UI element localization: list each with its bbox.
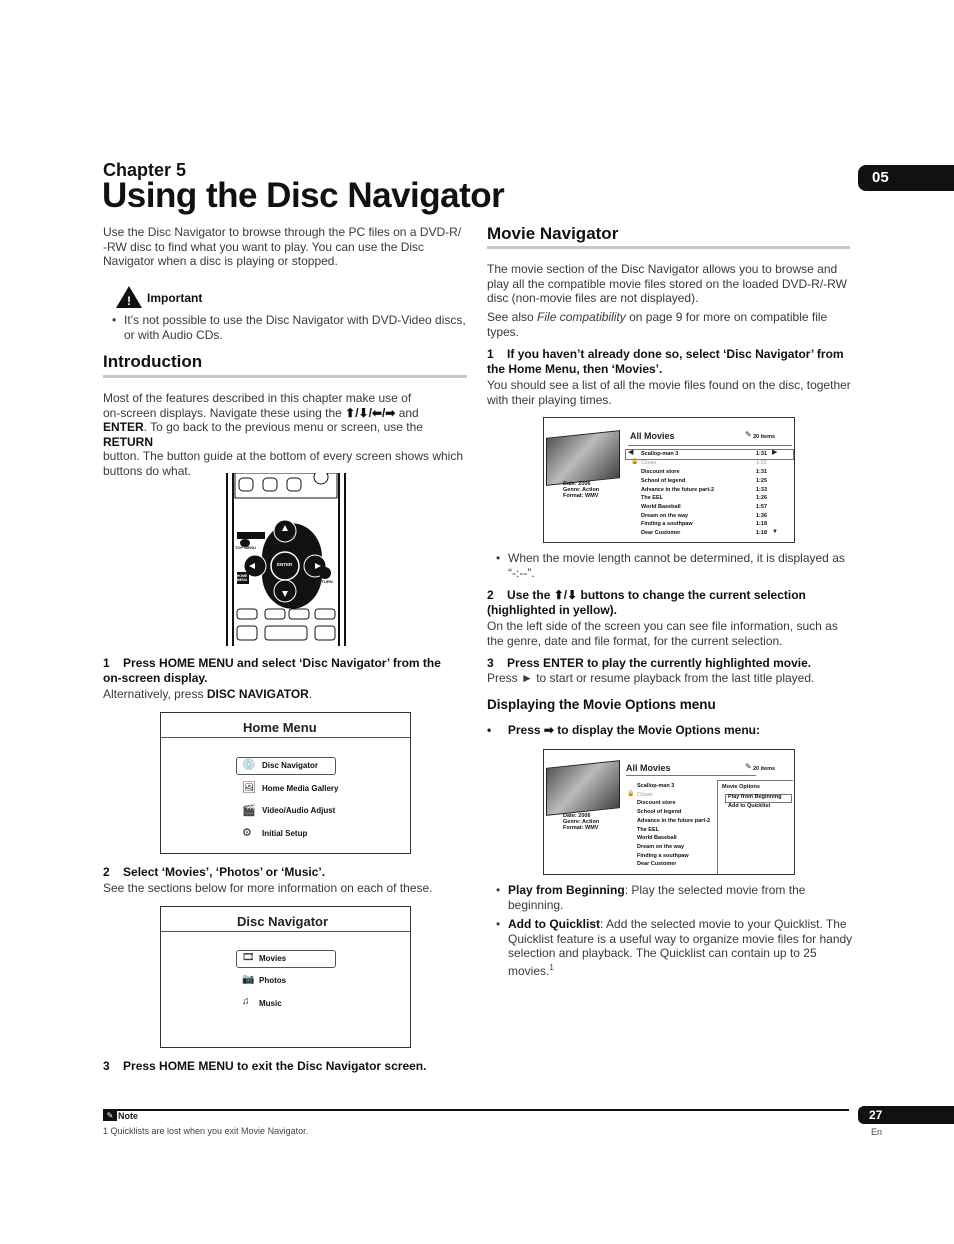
item-count-icon: ✎ (745, 762, 752, 771)
page-title: Using the Disc Navigator (102, 176, 505, 215)
left-step-2: 2 Select ‘Movies’, ‘Photos’ or ‘Music’. (103, 865, 326, 879)
movie-options-menu (717, 780, 793, 874)
right-step-3-sub: Press ► to start or resume playback from the last title played. (487, 671, 815, 685)
all-movies-title: All Movies (630, 431, 675, 441)
home-menu-item-media-gallery[interactable]: Home Media Gallery (262, 784, 339, 793)
movie-nav-paragraph-2: See also File compatibility on page 9 for more on compatible file types. (487, 310, 828, 339)
home-menu-item-label: Disc Navigator (262, 761, 319, 770)
movie-navigator-heading: Movie Navigator (487, 224, 619, 243)
list-item[interactable]: Dream on the way (637, 844, 685, 850)
list-item-time: 1:57 (756, 504, 768, 510)
movie-options-title: Movie Options (722, 784, 760, 790)
scroll-down-icon[interactable]: ▼ (772, 529, 778, 535)
note-icon: ✎ (103, 1111, 117, 1121)
all-movies-screen (543, 417, 795, 543)
left-step-3: 3 Press HOME MENU to exit the Disc Navigator screen. (103, 1059, 427, 1073)
left-step-1-sub: Alternatively, press DISC NAVIGATOR. (103, 687, 313, 701)
list-item-time: 1:25 (756, 478, 768, 484)
movie-options-screen (543, 749, 795, 875)
options-screen-title: All Movies (626, 763, 671, 773)
intro-paragraph: Use the Disc Navigator to browse through the PC files on a DVD-R/ -RW disc to find what you want to play. You can use the Disc Navigator when a disc is playing or stopped. (103, 225, 462, 269)
movie-thumbnail (546, 430, 620, 486)
list-item-time: 1:18 (756, 530, 768, 536)
important-bullet: • It’s not possible to use the Disc Navigator with DVD-Video discs, or with Audio CDs. (112, 313, 466, 342)
movie-thumbnail (546, 760, 620, 816)
note-text: 1 Quicklists are lost when you exit Movie Navigator. (103, 1126, 309, 1136)
list-item[interactable]: Closer (637, 792, 653, 798)
disc-navigator-screen (160, 906, 411, 1048)
svg-text:!: ! (127, 294, 131, 308)
option-label: Play from Beginning (728, 794, 782, 800)
remote-return-label: RETURN (316, 579, 333, 584)
list-item[interactable]: Finding a southpaw (637, 853, 689, 859)
list-item[interactable]: Finding a southpaw (641, 521, 693, 527)
item-count-icon: ✎ (745, 430, 752, 439)
list-item[interactable]: Discount store (641, 469, 680, 475)
note-label: Note (118, 1111, 138, 1121)
media-gallery-icon: 🖼 (242, 782, 256, 794)
list-item-time: 1:31 (756, 469, 768, 475)
left-step-2-sub: See the sections below for more information on each of these. (103, 881, 433, 895)
list-item[interactable]: Scallop-man 3 (637, 783, 675, 789)
list-item[interactable]: Discount store (637, 800, 676, 806)
remote-disc-navigator-label: DISC NAVIGATOR (237, 526, 272, 531)
list-item[interactable]: School of legend (641, 478, 686, 484)
movies-icon: 🎞 (242, 952, 255, 963)
chapter-tab (858, 165, 954, 191)
page-number: 27 (869, 1108, 883, 1122)
important-warning-icon (115, 285, 143, 309)
list-item[interactable]: Advance in the future part-2 (641, 487, 715, 493)
home-menu-screen (160, 712, 411, 854)
right-step-1: 1 If you haven’t already done so, select ‘Disc Navigator’ from the Home Menu, then ‘Movies’. (487, 347, 844, 376)
remote-enter-label: ENTER (277, 562, 293, 567)
disc-nav-item-label: Movies (259, 954, 287, 963)
right-arrow-icon: ▶ (772, 449, 778, 456)
list-item-time: 1:26 (756, 495, 768, 501)
disc-navigator-title: Disc Navigator (237, 914, 329, 929)
footer-rule (103, 1109, 849, 1111)
list-item-time: 1:18 (756, 521, 768, 527)
important-label: Important (147, 291, 203, 305)
item-count: 20 items (753, 766, 776, 772)
video-audio-icon: 🎬 (242, 805, 256, 817)
page-number-tab (858, 1106, 954, 1124)
list-item[interactable]: Dear Customer (637, 861, 677, 867)
up-down-arrows-icon: ⬆/⬇ (553, 588, 578, 602)
photos-icon: 📷 (242, 974, 255, 985)
lock-icon: 🔒 (631, 459, 639, 465)
movie-info: Date: 2006 Genre: Action Format: WMV (563, 481, 600, 499)
lock-icon: 🔒 (627, 791, 635, 797)
list-item[interactable]: Scallop-man 3 (641, 451, 679, 457)
remote-control-illustration (225, 473, 347, 646)
disc-nav-item-music[interactable]: Music (259, 999, 282, 1008)
disc-navigator-icon: 💿 (242, 759, 256, 771)
add-to-quicklist-bullet: • Add to Quicklist: Add the selected movie to your Quicklist. The Quicklist feature is a useful way to organize movie files for handy selection and playback. The Quicklist can contain up to 25 movies.$^1$ (496, 917, 853, 978)
list-item[interactable]: The EEL (637, 827, 660, 833)
home-menu-item-initial-setup[interactable]: Initial Setup (262, 829, 308, 838)
chapter-label: Chapter 5 (103, 160, 187, 180)
list-item[interactable]: World Baseball (637, 835, 677, 841)
introduction-paragraph: Most of the features described in this chapter make use of on-screen displays. Navigate these using the ⬆/⬇/⬅/➡ and ENTER. To go back to the previous menu or screen, use the RETURN button. The button guide at the bottom of every screen shows which buttons do what. (103, 391, 463, 478)
list-item[interactable]: Dear Customer (641, 530, 681, 536)
right-arrow-button-icon: ➡ (543, 723, 554, 737)
chapter-tab-number: 05 (872, 169, 889, 186)
list-item-time: 1:02 (756, 460, 767, 466)
list-item[interactable]: The EEL (641, 495, 664, 501)
list-item[interactable]: Dream on the way (641, 513, 689, 519)
left-step-1: 1 Press HOME MENU and select ‘Disc Navigator’ from the on-screen display. (103, 656, 441, 685)
list-item[interactable]: School of legend (637, 809, 682, 815)
disc-nav-item-photos[interactable]: Photos (259, 976, 287, 985)
remote-home-menu-label: HOME MENU (236, 574, 248, 582)
item-count: 20 items (753, 434, 776, 440)
right-step-2-sub: On the left side of the screen you can see file information, such as the genre, date and file format, for the current selection. (487, 619, 838, 648)
list-item-time: 1:33 (756, 487, 768, 493)
right-step-1-sub: You should see a list of all the movie files found on the disc, together with their playing times. (487, 378, 851, 407)
list-item[interactable]: World Baseball (641, 504, 681, 510)
introduction-heading: Introduction (103, 352, 203, 371)
list-item[interactable]: Closer (641, 460, 657, 466)
home-menu-item-video-audio[interactable]: Video/Audio Adjust (262, 806, 336, 815)
movie-nav-paragraph-1: The movie section of the Disc Navigator allows you to browse and play all the compatible movie files stored on the loaded DVD-R/-RW disc (non-movie files are not displayed). (487, 262, 847, 306)
option-add-to-quicklist[interactable]: Add to Quicklist (728, 803, 771, 809)
list-item-time: 1:36 (756, 513, 768, 519)
right-step-3: 3 Press ENTER to play the currently highlighted movie. (487, 656, 812, 670)
movie-length-bullet: • When the movie length cannot be determined, it is displayed as “-:--”. (496, 551, 845, 580)
setup-gear-icon: ⚙ (242, 827, 252, 839)
movie-options-bullet: • Press ➡ to display the Movie Options menu: (487, 723, 760, 737)
navigation-arrows-icon: ⬆/⬇/⬅/➡ (345, 405, 396, 420)
list-item[interactable]: Advance in the future part-2 (637, 818, 711, 824)
left-arrow-icon: ◀ (628, 449, 634, 456)
home-menu-title: Home Menu (243, 720, 317, 735)
movie-options-heading: Displaying the Movie Options menu (487, 697, 716, 712)
movie-info: Date: 2006 Genre: Action Format: WMV (563, 813, 600, 831)
movie-navigator-rule (487, 246, 850, 249)
play-from-beginning-bullet: • Play from Beginning: Play the selected movie from the beginning. (496, 883, 806, 912)
language-label: En (871, 1127, 883, 1137)
introduction-rule (103, 375, 467, 378)
right-step-2: 2 Use the ⬆/⬇ buttons to change the current selection (highlighted in yellow). (487, 588, 806, 617)
list-item-time: 1:31 (756, 451, 768, 457)
remote-top-menu-label: TOP MENU (235, 545, 256, 550)
music-note-icon: ♫ (242, 996, 250, 1007)
